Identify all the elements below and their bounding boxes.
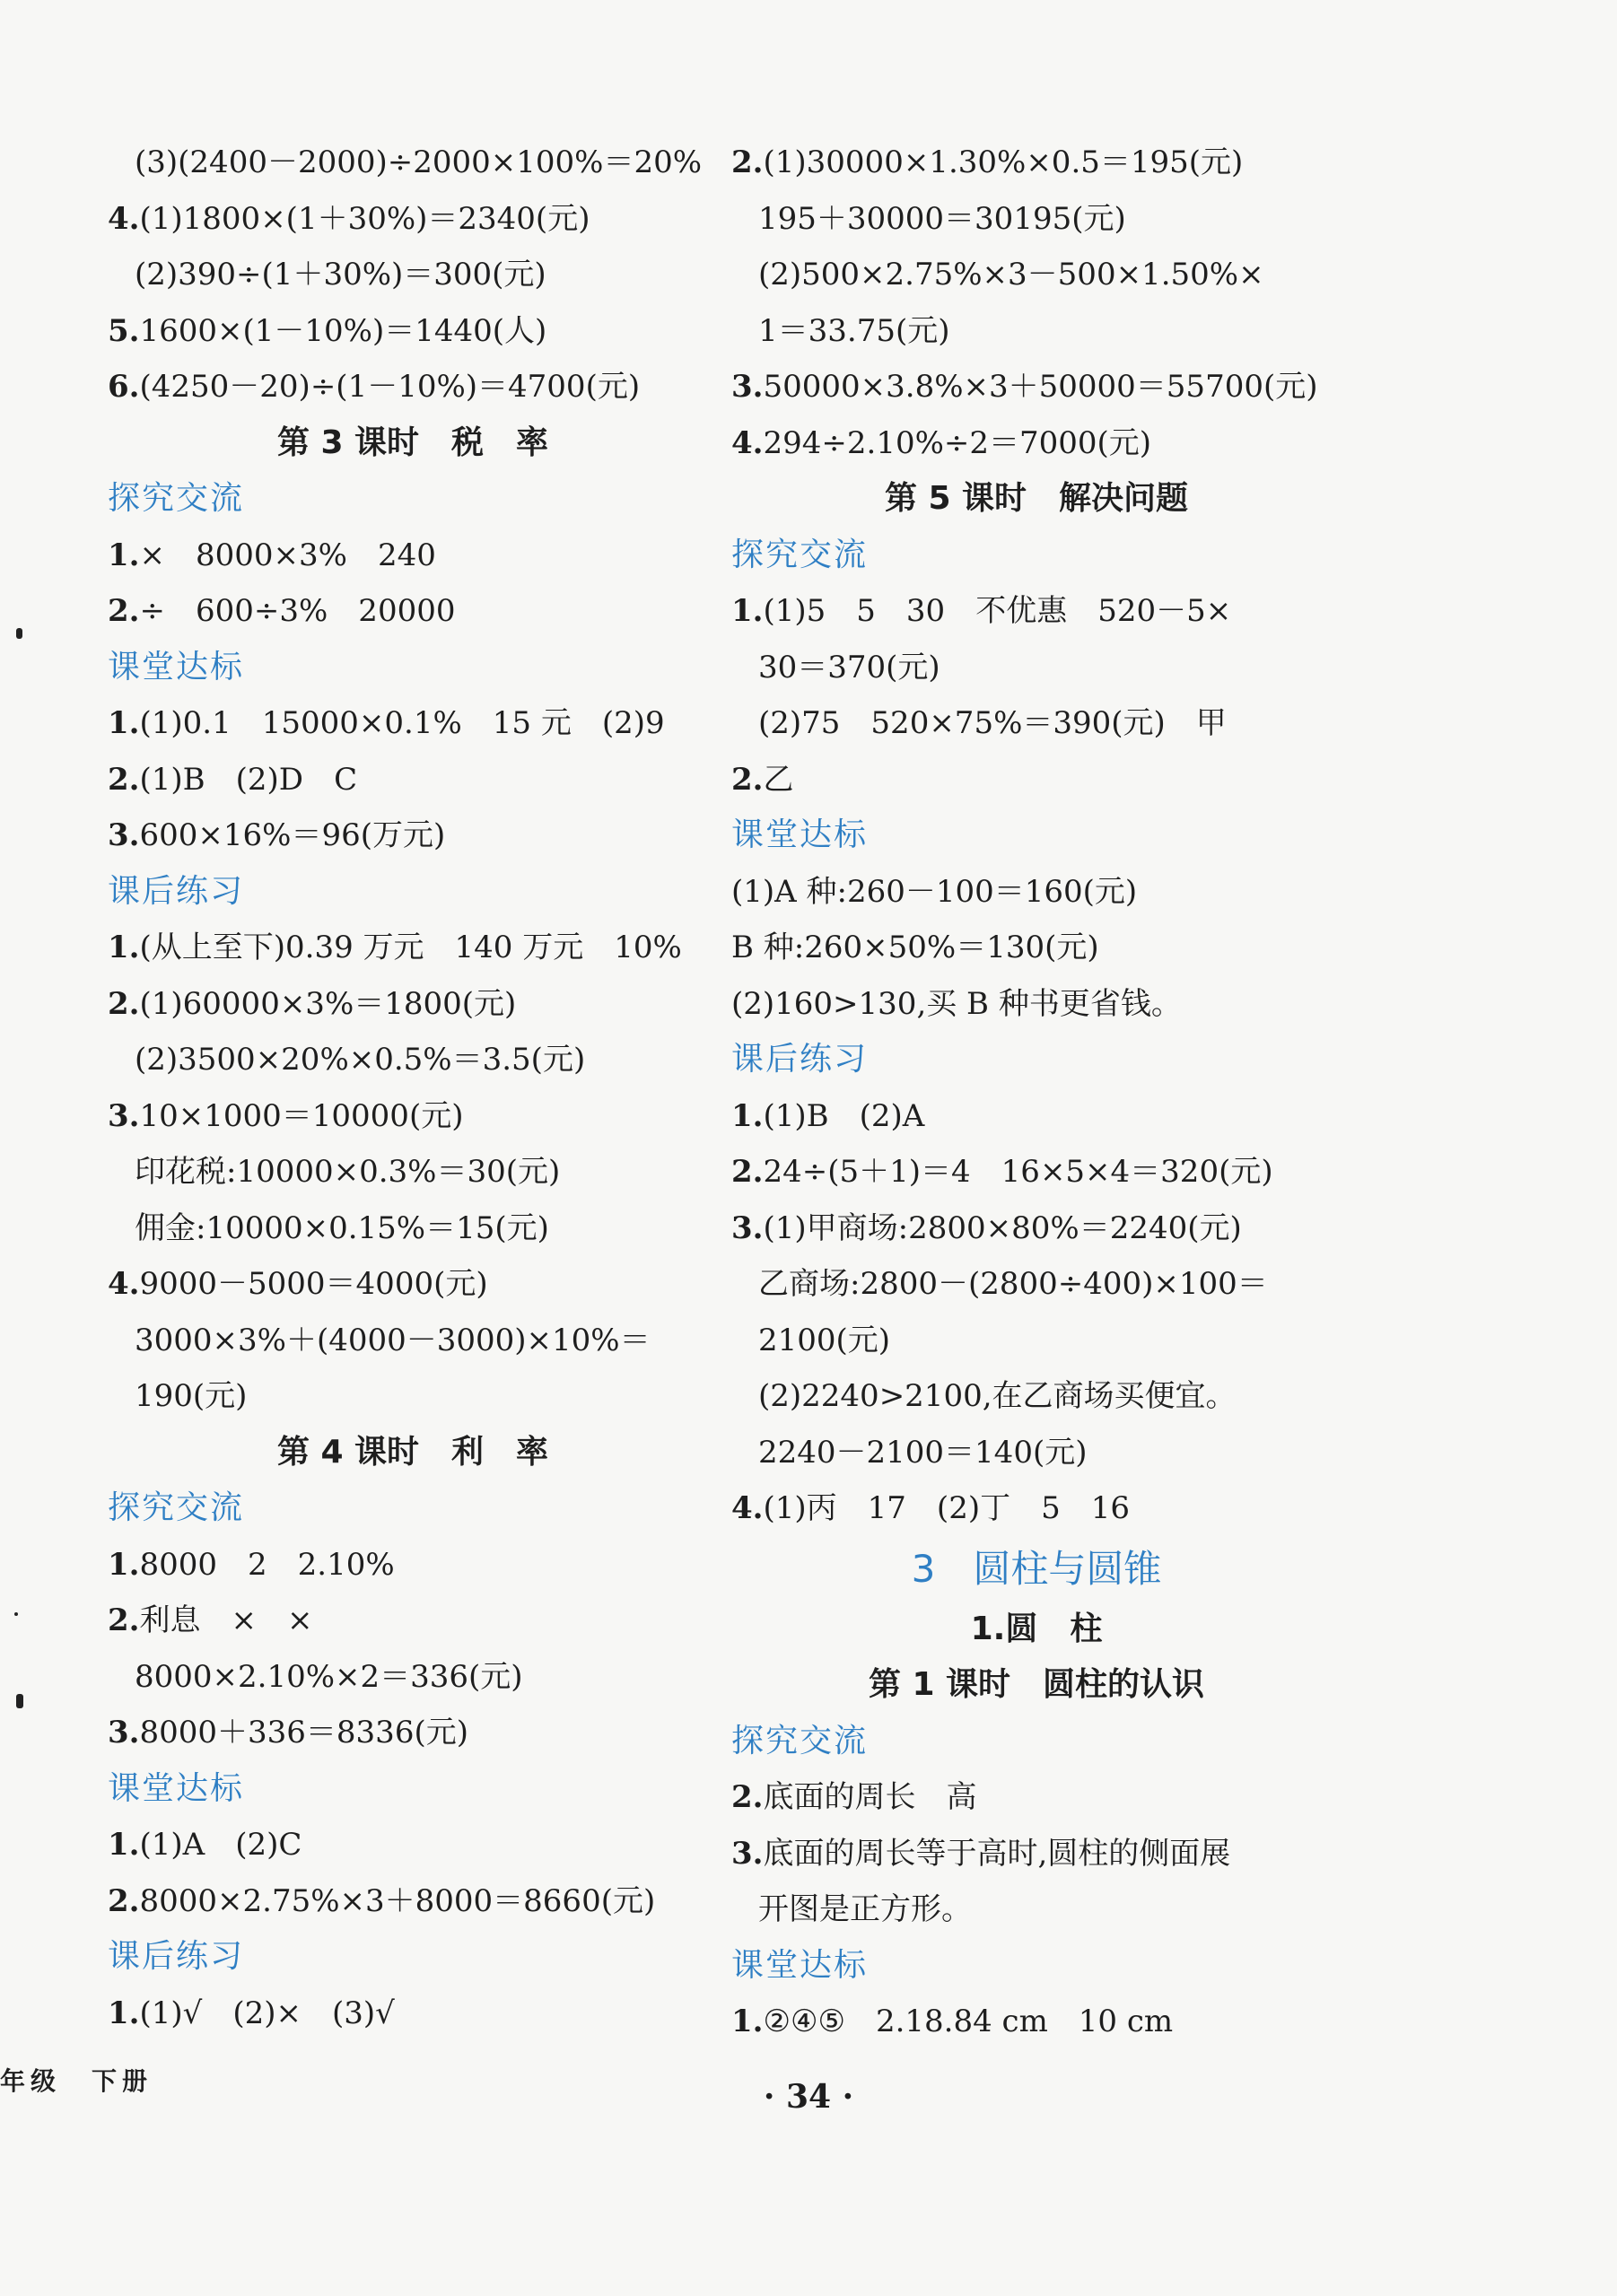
scan-mark <box>16 1694 23 1708</box>
answer-line <box>108 695 718 752</box>
answer-line <box>108 1705 718 1761</box>
answer-line <box>108 528 718 584</box>
answer-text: (1)甲商场:2800×80%＝2240(元) <box>763 1209 1242 1246</box>
answer-line <box>108 359 718 415</box>
answer-line <box>108 976 718 1033</box>
answer-continuation: (2)390÷(1＋30%)＝300(元) <box>135 257 546 292</box>
footer-grade-label: 年级 下册 <box>0 2066 153 2096</box>
answer-continuation: 3000×3%＋(4000－3000)×10%＝ <box>135 1322 651 1358</box>
answer-continuation: (2)3500×20%×0.5%＝3.5(元) <box>135 1042 586 1078</box>
answer-continuation: 30＝370(元) <box>758 649 940 685</box>
answer-text: 底面的周长 高 <box>763 1779 977 1815</box>
section-heading: 课后练习 <box>108 1938 245 1975</box>
question-number: 2. <box>108 1602 140 1638</box>
lesson-title: 1.圆 柱 <box>970 1610 1103 1647</box>
answer-text: ÷ 600÷3% 20000 <box>139 593 456 629</box>
answer-line <box>108 1986 718 2042</box>
answer-text: 底面的周长等于高时,圆柱的侧面展 <box>763 1835 1231 1872</box>
question-number: 1. <box>108 1546 140 1583</box>
answer-continuation: 佣金:10000×0.15%＝15(元) <box>135 1209 549 1246</box>
answer-line <box>108 1256 718 1313</box>
answer-line <box>108 752 718 808</box>
question-number: 6. <box>108 369 140 405</box>
question-number: 3. <box>731 1835 764 1872</box>
answer-text: (从上至下)0.39 万元 140 万元 10% <box>139 930 682 965</box>
answer-line <box>731 1769 1342 1826</box>
answer-text: 8000×2.75%×3＋8000＝8660(元) <box>139 1882 656 1919</box>
question-number: 4. <box>731 1490 764 1526</box>
question-number: 1. <box>108 1995 140 2031</box>
answer-line <box>731 1480 1342 1537</box>
answer-line <box>731 359 1342 415</box>
answer-text: (1)30000×1.30%×0.5＝195(元) <box>763 144 1244 180</box>
answer-continuation: 8000×2.10%×2＝336(元) <box>135 1658 523 1695</box>
answer-continuation: 2240－2100＝140(元) <box>758 1434 1088 1471</box>
answer-continuation: 1＝33.75(元) <box>758 312 950 349</box>
answer-text: (1)0.1 15000×0.1% 15 元 (2)9 <box>139 705 665 741</box>
answer-line: (1)A 种:260－100＝160(元) <box>731 873 1138 910</box>
answer-continuation: (2)500×2.75%×3－500×1.50%× <box>758 257 1264 292</box>
section-heading: 探究交流 <box>108 480 245 517</box>
question-number: 2. <box>108 593 140 629</box>
answer-continuation: (2)2240>2100,在乙商场买便宜。 <box>758 1378 1237 1414</box>
question-number: 2. <box>108 761 140 798</box>
section-heading: 课后练习 <box>731 1041 869 1078</box>
answer-text: (1)5 5 30 不优惠 520－5× <box>763 593 1232 629</box>
answer-line <box>731 1994 1342 2050</box>
lesson-title: 第 5 课时 解决问题 <box>884 480 1189 517</box>
answer-text: (1)A (2)C <box>139 1827 302 1863</box>
answer-text: 利息 × × <box>139 1602 313 1638</box>
answer-text: ②④⑤ 2.18.84 cm 10 cm <box>763 2004 1174 2039</box>
answer-line <box>108 1873 718 1930</box>
question-number: 3. <box>108 817 140 853</box>
answer-line <box>108 808 718 864</box>
answer-text: 乙 <box>763 761 794 798</box>
question-number: 1. <box>731 2004 764 2039</box>
answer-line <box>731 415 1342 472</box>
answer-line: B 种:260×50%＝130(元) <box>731 930 1099 965</box>
answer-line: (2)160>130,买 B 种书更省钱。 <box>731 985 1182 1022</box>
answer-text: 9000－5000＝4000(元) <box>139 1266 488 1302</box>
answer-text: 24÷(5＋1)＝4 16×5×4＝320(元) <box>763 1154 1273 1190</box>
answer-line <box>108 920 718 976</box>
answer-text: 8000 2 2.10% <box>139 1546 395 1583</box>
question-number: 1. <box>731 1097 764 1134</box>
chapter-title: 3 圆柱与圆锥 <box>911 1546 1162 1591</box>
right-column <box>731 135 1342 2050</box>
answer-text: (1)B (2)D C <box>139 761 358 798</box>
question-number: 5. <box>108 312 140 349</box>
question-number: 3. <box>731 1209 764 1246</box>
section-heading: 课堂达标 <box>108 1769 245 1807</box>
answer-text: × 8000×3% 240 <box>139 537 436 573</box>
question-number: 2. <box>731 761 764 798</box>
answer-text: 1600×(1－10%)＝1440(人) <box>139 312 547 349</box>
answer-text: (1)√ (2)× (3)√ <box>139 1995 395 2031</box>
question-number: 1. <box>108 537 140 573</box>
answer-line <box>731 583 1342 640</box>
answer-line <box>731 1088 1342 1145</box>
answer-continuation: 2100(元) <box>758 1322 891 1358</box>
answer-text: 600×16%＝96(万元) <box>139 817 446 853</box>
question-number: 1. <box>108 1827 140 1863</box>
answer-line <box>108 303 718 360</box>
lesson-title: 第 3 课时 税 率 <box>276 423 549 461</box>
answer-line <box>108 1593 718 1649</box>
page-number: · 34 · <box>763 2078 854 2116</box>
question-number: 4. <box>108 200 140 237</box>
section-heading: 探究交流 <box>108 1489 245 1526</box>
answer-line <box>731 752 1342 808</box>
question-number: 3. <box>731 369 764 405</box>
answer-text: (1)1800×(1＋30%)＝2340(元) <box>139 200 590 237</box>
answer-line <box>108 1537 718 1593</box>
answer-line <box>731 1144 1342 1200</box>
answer-continuation: 190(元) <box>135 1378 248 1414</box>
answer-line <box>731 1200 1342 1257</box>
scan-mark <box>14 1612 18 1616</box>
answer-continuation: (3)(2400－2000)÷2000×100%＝20% <box>135 144 703 180</box>
answer-line <box>108 583 718 640</box>
section-heading: 探究交流 <box>731 1722 869 1759</box>
section-heading: 课后练习 <box>108 872 245 910</box>
question-number: 1. <box>108 705 140 741</box>
section-heading: 课堂达标 <box>731 1946 869 1984</box>
answer-continuation: 开图是正方形。 <box>758 1891 972 1927</box>
question-number: 2. <box>731 1154 764 1190</box>
answer-line <box>731 1826 1342 1882</box>
question-number: 2. <box>108 985 140 1022</box>
answer-line <box>108 1088 718 1145</box>
answer-text: (1)60000×3%＝1800(元) <box>139 985 517 1022</box>
answer-text: (4250－20)÷(1－10%)＝4700(元) <box>139 369 641 405</box>
answer-continuation: (2)75 520×75%＝390(元) 甲 <box>758 705 1227 741</box>
answer-continuation: 印花税:10000×0.3%＝30(元) <box>135 1154 561 1190</box>
section-heading: 课堂达标 <box>108 648 245 685</box>
section-heading: 探究交流 <box>731 536 869 573</box>
answer-text: 50000×3.8%×3＋50000＝55700(元) <box>763 369 1318 405</box>
question-number: 4. <box>731 424 764 461</box>
answer-text: 8000＋336＝8336(元) <box>139 1715 468 1750</box>
answer-line <box>108 191 718 248</box>
answer-line <box>731 135 1342 191</box>
lesson-title: 第 4 课时 利 率 <box>276 1433 549 1471</box>
answer-text: 294÷2.10%÷2＝7000(元) <box>763 424 1152 461</box>
answer-continuation: 乙商场:2800－(2800÷400)×100＝ <box>758 1266 1268 1302</box>
question-number: 4. <box>108 1266 140 1302</box>
lesson-title: 第 1 课时 圆柱的认识 <box>868 1666 1205 1703</box>
answer-line <box>108 1817 718 1873</box>
question-number: 3. <box>108 1097 140 1134</box>
question-number: 1. <box>731 593 764 629</box>
answer-text: (1)B (2)A <box>763 1097 925 1134</box>
scan-mark <box>16 628 22 639</box>
answer-text: 10×1000＝10000(元) <box>139 1097 464 1134</box>
question-number: 1. <box>108 930 140 965</box>
question-number: 2. <box>108 1882 140 1919</box>
section-heading: 课堂达标 <box>731 816 869 853</box>
answer-text: (1)丙 17 (2)丁 5 16 <box>763 1490 1130 1526</box>
question-number: 2. <box>731 144 764 180</box>
answer-continuation: 195＋30000＝30195(元) <box>758 200 1126 237</box>
left-column <box>108 135 718 2041</box>
question-number: 2. <box>731 1779 764 1815</box>
question-number: 3. <box>108 1715 140 1750</box>
